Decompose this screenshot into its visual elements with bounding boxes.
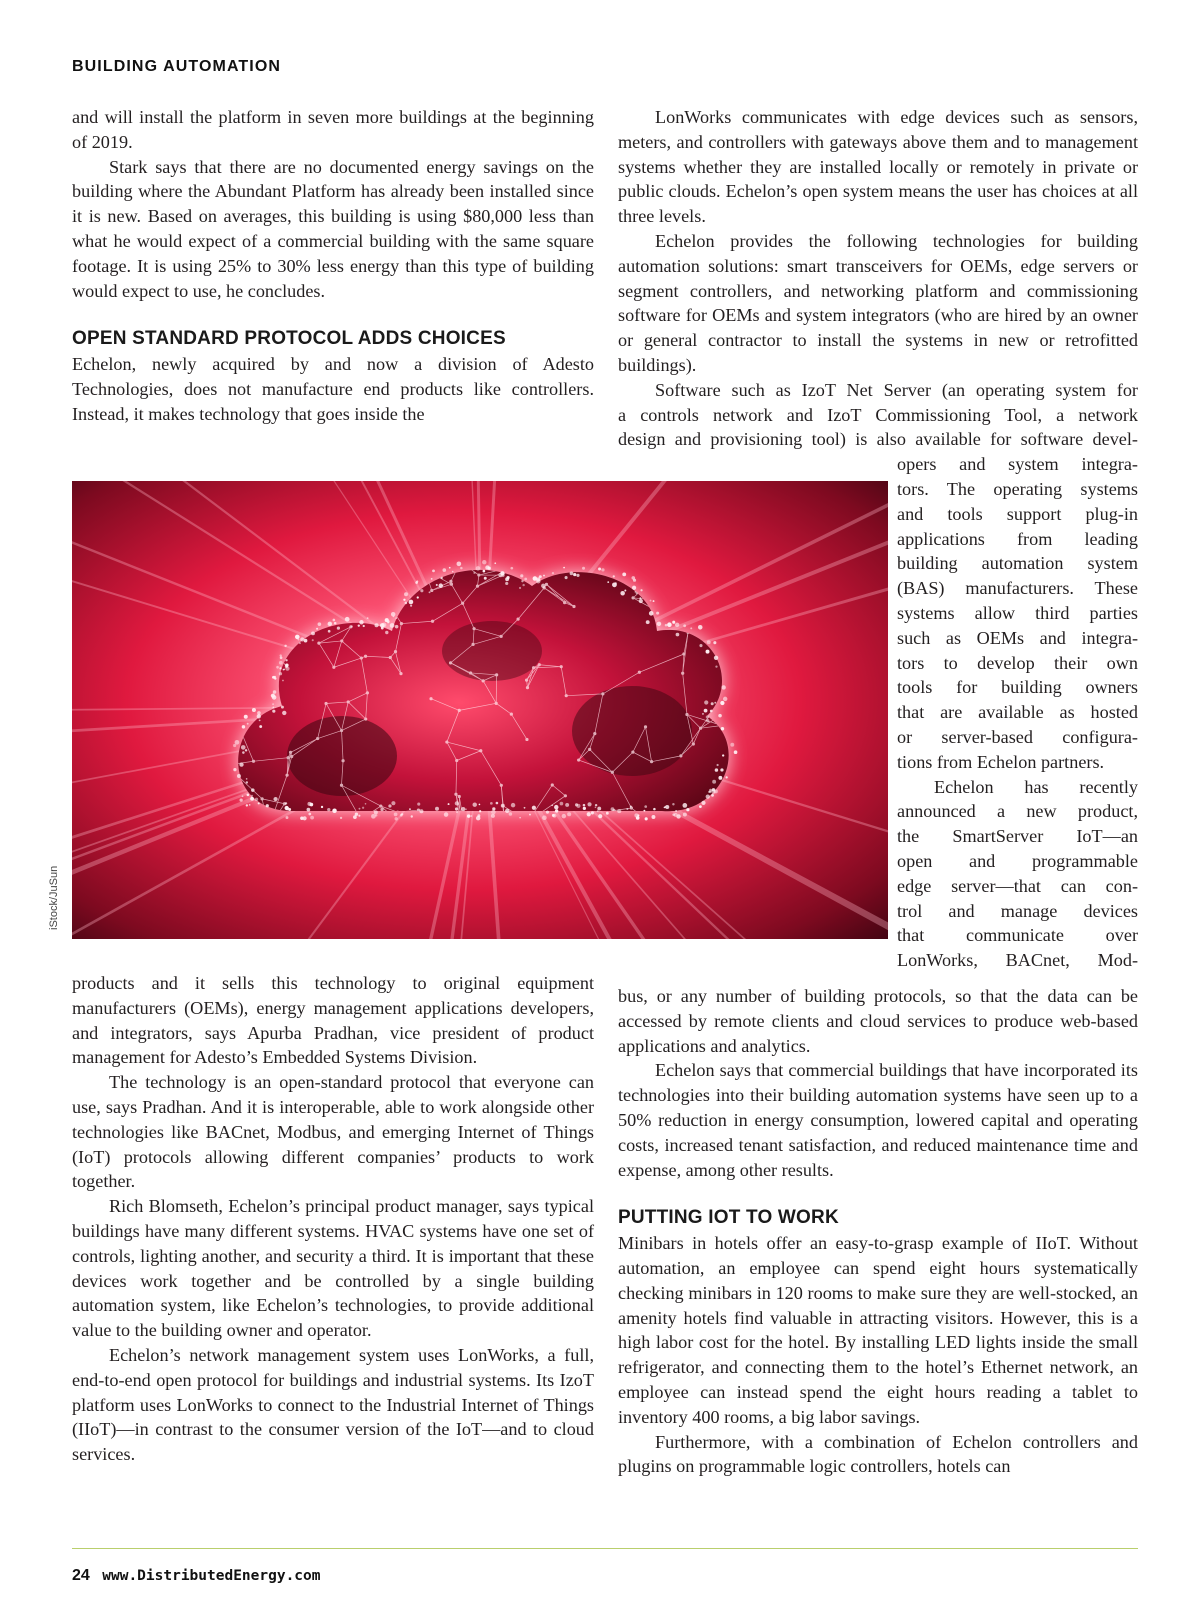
paragraph: products and it sells this technology to original equipment manufacturers (OEMs), energy management applications developers, and integrators, says Apurba Pradhan, vice president of product management for Adesto’s Embedded Systems Division.: [72, 973, 594, 1068]
paragraph: LonWorks communicates with edge devices such as sensors, meters, and controllers with gateways above them and to management systems whether they are installed locally or remotely in private or public clouds. Echelon’s open system means the user has choices at all three levels.: [618, 107, 1138, 227]
right-column-bottom: [618, 984, 1138, 1479]
left-column-bottom: [72, 971, 594, 1467]
text-line: such as OEMs and integra-: [897, 627, 1138, 648]
text-line: tools for building owners: [897, 677, 1138, 698]
paragraph-narrow-lines: [897, 452, 1138, 973]
text-line: tions from Echelon partners.: [897, 751, 1105, 772]
section-label: BUILDING AUTOMATION: [72, 58, 282, 75]
text-line: applications from leading: [897, 528, 1138, 549]
left-column-top: [72, 105, 594, 427]
text-line: building automation system: [897, 553, 1138, 574]
paragraph: bus, or any number of building protocols, so that the data can be accessed by remote clients and cloud services to produce web-based applications and analytics.: [618, 986, 1138, 1056]
section-heading: PUTTING IOT TO WORK: [618, 1207, 839, 1229]
text-line: (BAS) manufacturers. These: [897, 578, 1138, 599]
text-line: that are available as hosted: [897, 702, 1138, 723]
paragraph: Echelon’s network management system uses LonWorks, a full, end-to-end open protocol for buildings and industrial systems. Its IzoT platform uses LonWorks to connect to the Industrial Internet of Things (IIoT)—in contrast to the consumer version of the IoT—and to cloud services.: [72, 1344, 594, 1465]
text-line: a controls network and IzoT Commissioning Tool, a network: [618, 404, 1138, 425]
page-footer: [72, 1567, 321, 1585]
text-line: design and provisioning tool) is also available for software devel-: [618, 429, 1138, 450]
paragraph-wide-lines: [618, 378, 1138, 452]
paragraph: Minibars in hotels offer an easy-to-grasp example of IIoT. Without automation, an employee can spend eight hours systematically checking minibars in 120 rooms to make sure they are well-stocked, an amenity hotels find valuable in attracting visitors. However, this is a high labor cost for the hotel. By installing LED lights inside the small refrigerator, and connecting them to the hotel’s Ethernet network, an employee can instead spend the eight hours reading a tablet to inventory 400 rooms, a big labor savings.: [618, 1233, 1138, 1427]
paragraph: Stark says that there are no documented energy savings on the building where the Abundant Platform has already been installed since it is new. Based on averages, this building is using $80,000 less than what he would expect of a commercial building with the same square footage. It is using 25% to 30% less energy than this type of building would expect to use, he concludes.: [72, 156, 594, 301]
paragraph: and will install the platform in seven more buildings at the beginning of 2019.: [72, 107, 594, 152]
section-heading: OPEN STANDARD PROTOCOL ADDS CHOICES: [72, 328, 506, 350]
footer-rule: [72, 1548, 1138, 1549]
text-line: trol and manage devices: [897, 900, 1138, 921]
right-column: [618, 105, 1138, 973]
photo-credit: iStock/JuSun: [48, 865, 60, 930]
paragraph: Furthermore, with a combination of Echelon controllers and plugins on programmable logic controllers, hotels can: [618, 1431, 1138, 1477]
text-line: and tools support plug-in: [897, 503, 1138, 524]
page-number: 24: [72, 1567, 90, 1584]
text-line: the SmartServer IoT—an: [897, 826, 1138, 847]
paragraph: Echelon, newly acquired by and now a division of Adesto Technologies, does not manufacture end products like controllers. Instead, it makes technology that goes inside the: [72, 354, 594, 424]
text-line: tors. The operating systems: [897, 478, 1138, 499]
paragraph: Echelon says that commercial buildings that have incorporated its technologies into their building automation systems have seen up to a 50% reduction in energy consumption, lowered capital and operating costs, increased tenant satisfaction, and reduced maintenance time and expense, among other results.: [618, 1060, 1138, 1180]
text-line: systems allow third parties: [897, 602, 1138, 623]
text-line: open and programmable: [897, 850, 1138, 871]
text-line: Software such as IzoT Net Server (an operating system for: [655, 379, 1138, 400]
text-line: tors to develop their own: [897, 652, 1138, 673]
paragraph: Rich Blomseth, Echelon’s principal product manager, says typical buildings have many different systems. HVAC systems have one set of controls, lighting another, and security a third. It is important that these devices work together and be controlled by a single building automation system, like Echelon’s technologies, to provide additional value to the building owner and operator.: [72, 1196, 594, 1341]
text-line: LonWorks, BACnet, Mod-: [897, 950, 1138, 971]
text-line: edge server—that can con-: [897, 875, 1138, 896]
footer-url[interactable]: www.DistributedEnergy.com: [102, 1568, 321, 1584]
text-line: Echelon has recently: [934, 776, 1138, 797]
text-line: or server-based configura-: [897, 726, 1138, 747]
text-line: that communicate over: [897, 925, 1138, 946]
text-line: opers and system integra-: [897, 454, 1138, 475]
text-line: announced a new product,: [897, 801, 1138, 822]
paragraph: The technology is an open-standard protocol that everyone can use, says Pradhan. And it is interoperable, able to work alongside other technologies like BACnet, Modbus, and emerging Internet of Things (IoT) protocols allowing different companies’ products to work together.: [72, 1072, 594, 1192]
paragraph: Echelon provides the following technologies for building automation solutions: smart transceivers for OEMs, edge servers or segment controllers, and networking platform and commissioning software for OEMs and system integrators (who are hired by an owner or general contractor to install the systems in new or retrofitted buildings).: [618, 230, 1138, 375]
